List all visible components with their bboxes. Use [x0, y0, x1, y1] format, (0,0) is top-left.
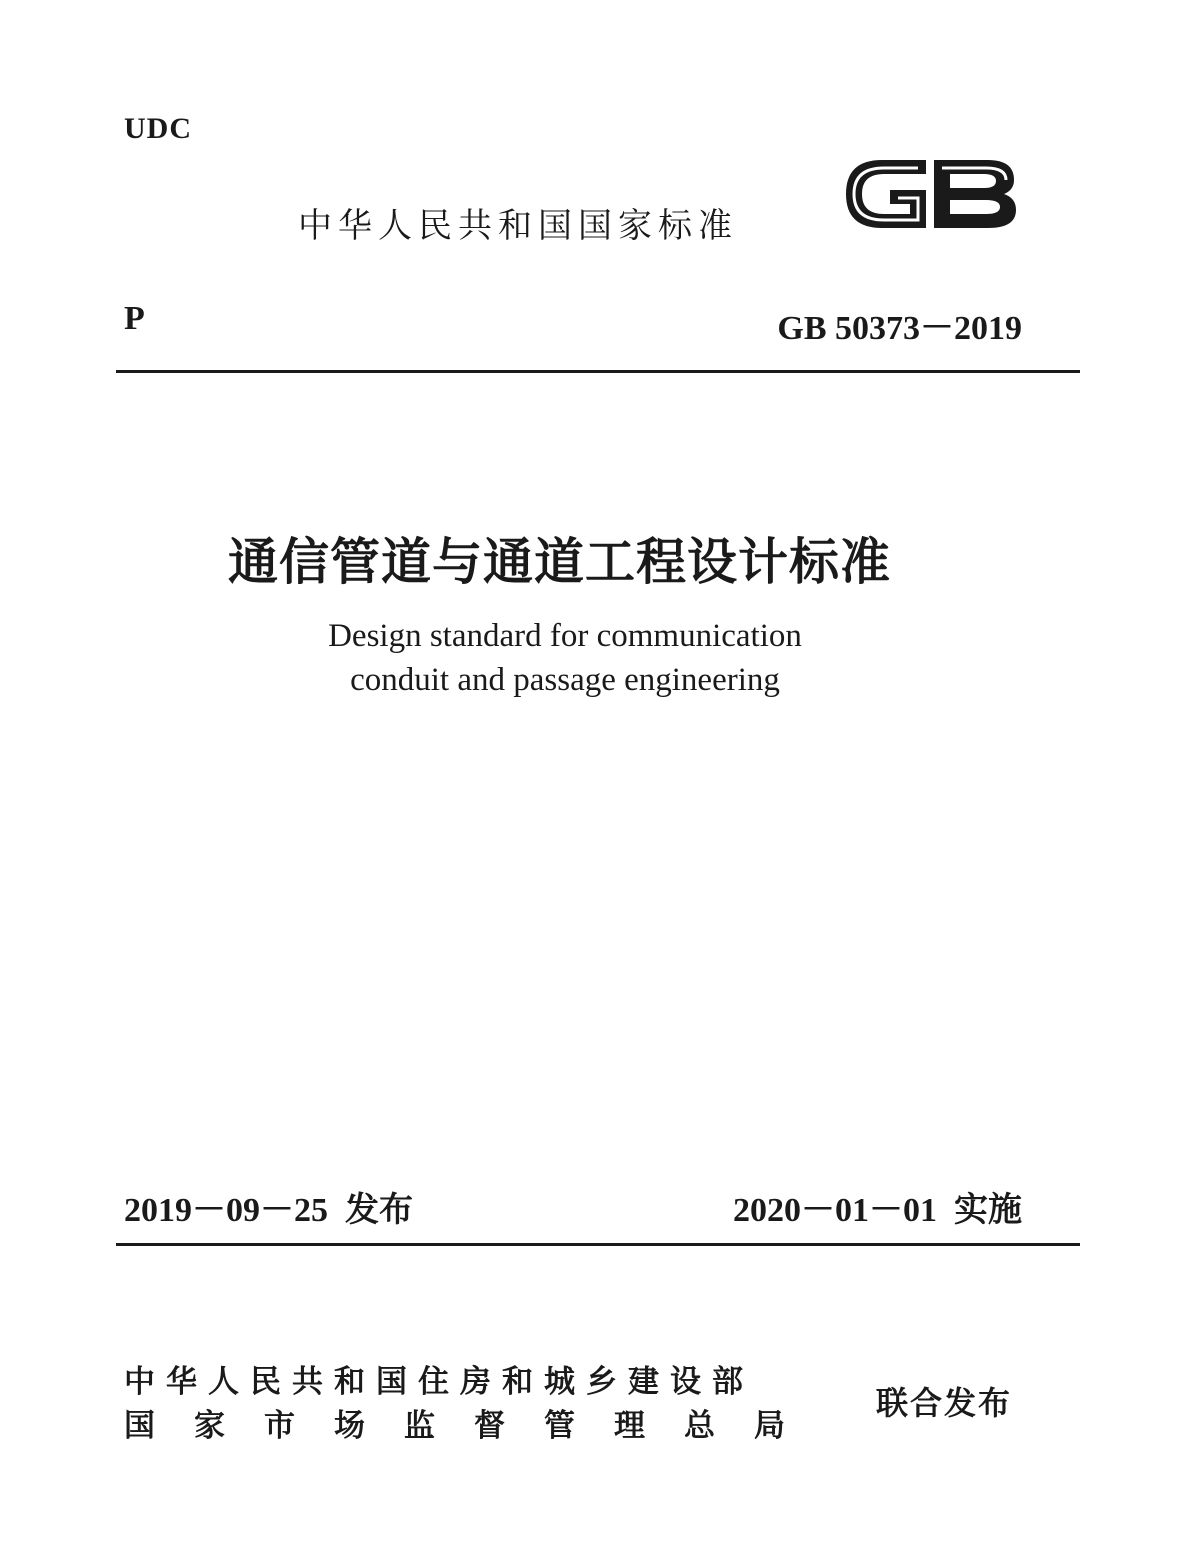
standard-number: GB 50373－2019 — [777, 310, 1022, 347]
classification-code: P — [124, 300, 145, 337]
udc-label: UDC — [124, 112, 192, 145]
bottom-divider — [116, 1243, 1080, 1246]
issue-date: 2019－09－25 发布 — [124, 1192, 413, 1229]
implementation-date: 2020－01－01 实施 — [733, 1192, 1022, 1229]
issuer-ministry: 中华人民共和国住房和城乡建设部 — [124, 1364, 754, 1400]
title-english-line1: Design standard for communication — [328, 618, 802, 654]
national-standard-heading: 中华人民共和国国家标准 — [298, 206, 738, 246]
title-english-line2: conduit and passage engineering — [350, 662, 780, 698]
gb-logo — [838, 146, 1022, 242]
issuer-market-administration: 国家市场监督管理总局 — [124, 1408, 824, 1444]
title-chinese: 通信管道与通道工程设计标准 — [228, 532, 891, 591]
joint-release-label: 联合发布 — [876, 1384, 1013, 1422]
top-divider — [116, 370, 1080, 373]
